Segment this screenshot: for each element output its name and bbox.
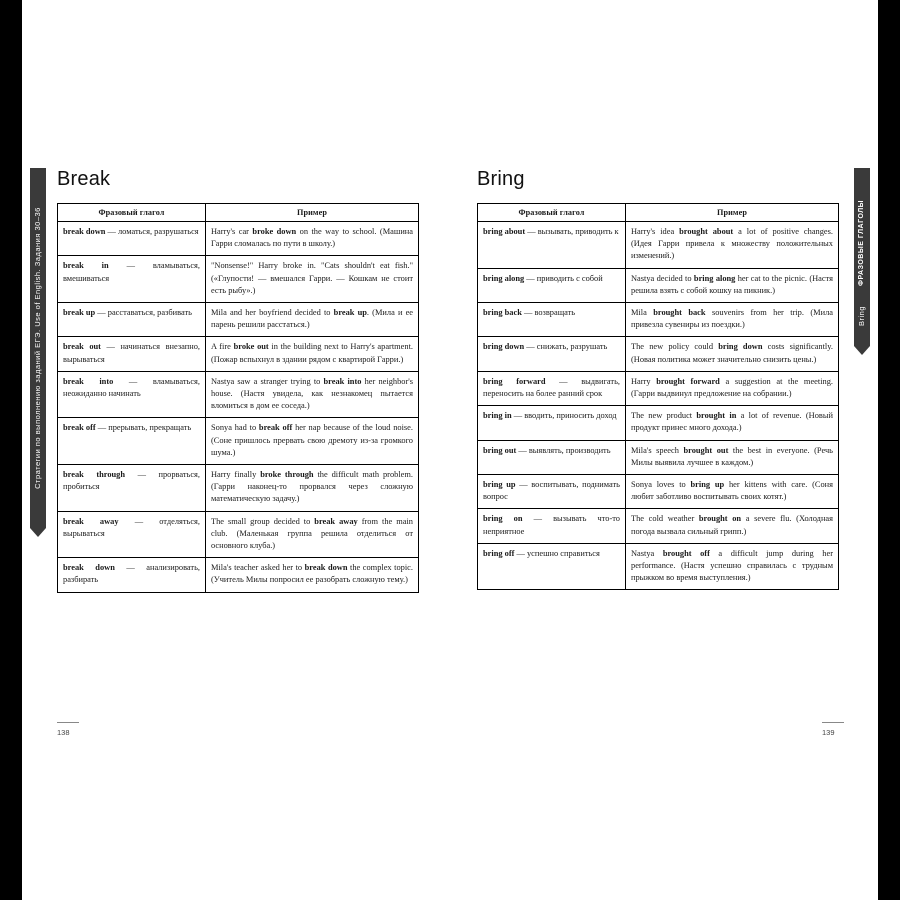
- phrasal-verb-cell: bring off — успешно справиться: [478, 543, 626, 590]
- example-cell: Sonya loves to bring up her kittens with care. (Соня любит заботливо воспитывать своих котят.): [626, 475, 839, 509]
- right-side-tab-topic-label: Bring: [857, 306, 866, 327]
- right-page-title: Bring: [477, 168, 525, 190]
- phrasal-verb-cell: bring in — вводить, приносить доход: [478, 406, 626, 440]
- example-cell: Nastya saw a stranger trying to break into her neighbor's house. (Настя увидела, как незнакомец пытается вломиться в дом ее соседа.): [206, 371, 419, 418]
- table-row: [58, 256, 419, 303]
- table-row: [478, 337, 839, 371]
- example-cell: Mila's speech brought out the best in everyone. (Речь Милы выявила лучшее в каждом.): [626, 440, 839, 474]
- table-row: [58, 337, 419, 371]
- phrasal-verb-cell: bring forward — выдвигать, переносить на более ранний срок: [478, 371, 626, 405]
- left-bleed-bar: [0, 0, 22, 900]
- table-row: [58, 511, 419, 558]
- phrasal-verb-cell: break into — вламываться, неожиданно начинать: [58, 371, 206, 418]
- table-row: [58, 465, 419, 512]
- example-cell: The cold weather brought on a severe flu. (Холодная погода вызвала сильный грипп.): [626, 509, 839, 543]
- phrasal-verb-cell: bring along — приводить с собой: [478, 268, 626, 302]
- left-page-number: 138: [57, 728, 70, 737]
- left-side-tab-label: Стратегии по выполнению заданий ЕГЭ. Use of English. Задания 30–36: [33, 207, 42, 489]
- left-side-tab: [30, 168, 46, 528]
- right-bleed-bar: [878, 0, 900, 900]
- phrasal-verb-cell: bring down — снижать, разрушать: [478, 337, 626, 371]
- table-row: [478, 406, 839, 440]
- right-side-tab-label: ФРАЗОВЫЕ ГЛАГОЛЫ: [858, 200, 865, 287]
- phrasal-verb-cell: bring back — возвращать: [478, 303, 626, 337]
- phrasal-verb-cell: break away — отделяться, вырываться: [58, 511, 206, 558]
- table-row: [478, 509, 839, 543]
- phrasal-verb-cell: break down — анализировать, разбирать: [58, 558, 206, 592]
- example-cell: Harry brought forward a suggestion at the meeting. (Гарри выдвинул предложение на собрании.): [626, 371, 839, 405]
- example-cell: The small group decided to break away from the main club. (Маленькая группа решила отделиться от основного клуба.): [206, 511, 419, 558]
- example-cell: Harry's car broke down on the way to school. (Машина Гарри сломалась по пути в школу.): [206, 222, 419, 256]
- table-row: [58, 371, 419, 418]
- table-row: [58, 303, 419, 337]
- right-phrasal-verb-table: [477, 203, 839, 590]
- example-cell: "Nonsense!" Harry broke in. "Cats shouldn't eat fish." («Глупости! — вмешался Гарри. — Кошкам не стоит есть рыбу».): [206, 256, 419, 303]
- phrasal-verb-cell: break up — расставаться, разбивать: [58, 303, 206, 337]
- phrasal-verb-cell: break through — прорваться, пробиться: [58, 465, 206, 512]
- table-row: [58, 222, 419, 256]
- table-row: [478, 222, 839, 269]
- phrasal-verb-cell: break out — начинаться внезапно, вырываться: [58, 337, 206, 371]
- left-folio-rule: [57, 722, 79, 723]
- column-header-verb: Фразовый глагол: [58, 204, 206, 222]
- right-side-tab-arrow: [854, 346, 870, 355]
- example-cell: Mila brought back souvenirs from her trip. (Мила привезла сувениры из поездки.): [626, 303, 839, 337]
- phrasal-verb-cell: break in — вламываться, вмешиваться: [58, 256, 206, 303]
- phrasal-verb-cell: break off — прерывать, прекращать: [58, 418, 206, 465]
- right-side-tab-topic: [854, 286, 870, 346]
- example-cell: Mila's teacher asked her to break down the complex topic. (Учитель Милы попросил ее разобрать сложную тему.): [206, 558, 419, 592]
- phrasal-verb-cell: break down — ломаться, разрушаться: [58, 222, 206, 256]
- example-cell: Harry's idea brought about a lot of positive changes. (Идея Гарри привела к множеству положительных изменений.): [626, 222, 839, 269]
- example-cell: Sonya had to break off her nap because of the loud noise. (Соне пришлось прервать свою дремоту из-за громкого шума.): [206, 418, 419, 465]
- phrasal-verb-cell: bring on — вызывать что-то неприятное: [478, 509, 626, 543]
- phrasal-verb-cell: bring about — вызывать, приводить к: [478, 222, 626, 269]
- table-row: [478, 543, 839, 590]
- table-row: [58, 418, 419, 465]
- left-page-title: Break: [57, 168, 111, 190]
- example-cell: Harry finally broke through the difficult math problem. (Гарри наконец-то прорвался через сложную математическую задачу.): [206, 465, 419, 512]
- column-header-example: Пример: [206, 204, 419, 222]
- column-header-example: Пример: [626, 204, 839, 222]
- table-header-row: [58, 204, 419, 222]
- table-row: [478, 440, 839, 474]
- spread-content: [22, 0, 878, 900]
- table-row: [478, 303, 839, 337]
- right-page-number: 139: [822, 728, 835, 737]
- example-cell: Mila and her boyfriend decided to break up. (Мила и ее парень решили расстаться.): [206, 303, 419, 337]
- left-side-tab-arrow: [30, 528, 46, 537]
- table-row: [58, 558, 419, 592]
- left-phrasal-verb-table: [57, 203, 419, 593]
- right-folio-rule: [822, 722, 844, 723]
- example-cell: A fire broke out in the building next to Harry's apartment. (Пожар вспыхнул в здании рядом с квартирой Гарри.): [206, 337, 419, 371]
- example-cell: Nastya decided to bring along her cat to the picnic. (Настя решила взять с собой кошку на пикник.): [626, 268, 839, 302]
- column-header-verb: Фразовый глагол: [478, 204, 626, 222]
- table-row: [478, 475, 839, 509]
- example-cell: Nastya brought off a difficult jump during her performance. (Настя успешно справилась с трудным прыжком во время выступления.): [626, 543, 839, 590]
- table-header-row: [478, 204, 839, 222]
- table-row: [478, 268, 839, 302]
- phrasal-verb-cell: bring up — воспитывать, поднимать вопрос: [478, 475, 626, 509]
- example-cell: The new policy could bring down costs significantly. (Новая политика может значительно снизить цены.): [626, 337, 839, 371]
- phrasal-verb-cell: bring out — выявлять, производить: [478, 440, 626, 474]
- example-cell: The new product brought in a lot of revenue. (Новый продукт принес много дохода.): [626, 406, 839, 440]
- table-row: [478, 371, 839, 405]
